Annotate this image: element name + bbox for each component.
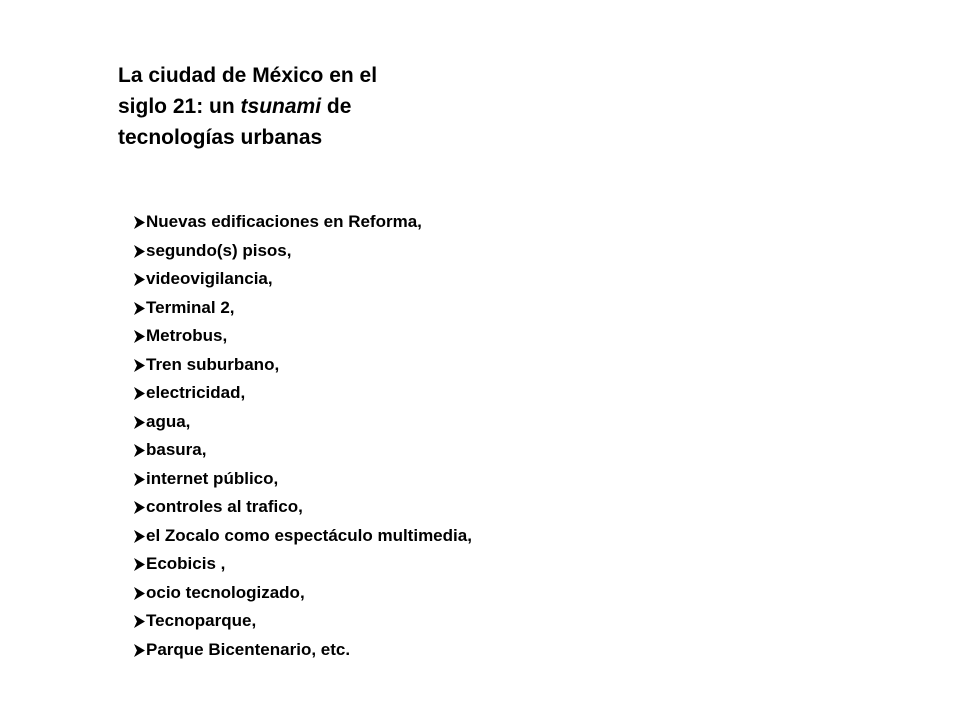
bullet-item	[134, 607, 472, 636]
arrowhead-bullet-icon	[134, 216, 145, 229]
bullet-text: controles al trafico,	[146, 497, 303, 516]
bullet-text: ocio tecnologizado,	[146, 582, 305, 602]
arrowhead-bullet-icon	[134, 473, 145, 486]
bullet-item	[134, 436, 472, 465]
title-line-3: tecnologías urbanas	[118, 126, 323, 149]
bullet-item	[134, 636, 472, 665]
arrowhead-bullet-icon	[134, 644, 145, 657]
title-line-1: La ciudad de México en el	[118, 64, 378, 87]
bullet-text: videovigilancia,	[146, 269, 273, 288]
bullet-text: agua,	[146, 411, 191, 431]
arrowhead-bullet-icon	[134, 558, 145, 571]
bullet-text: internet público,	[146, 468, 279, 488]
bullet-item	[134, 579, 472, 608]
arrowhead-bullet-icon	[134, 444, 145, 457]
bullet-item	[134, 208, 472, 237]
bullet-text: Nuevas edificaciones en Reforma,	[146, 212, 422, 231]
title-line-2-start: siglo 21: un	[118, 95, 241, 118]
bullet-item	[134, 237, 472, 266]
bullet-item	[134, 522, 472, 551]
bullet-item	[134, 265, 472, 294]
bullet-text: Parque Bicentenario, etc.	[146, 639, 351, 659]
bullet-text: electricidad,	[146, 383, 246, 402]
arrowhead-bullet-icon	[134, 501, 145, 514]
bullet-item	[134, 379, 472, 408]
bullet-text: segundo(s) pisos,	[146, 240, 292, 260]
arrowhead-bullet-icon	[134, 416, 145, 429]
title-line-2-end: de	[321, 95, 352, 118]
arrowhead-bullet-icon	[134, 615, 145, 628]
bullet-item	[134, 550, 472, 579]
bullet-list	[134, 208, 472, 664]
arrowhead-bullet-icon	[134, 530, 145, 543]
arrowhead-bullet-icon	[134, 330, 145, 343]
bullet-item	[134, 465, 472, 494]
arrowhead-bullet-icon	[134, 359, 145, 372]
bullet-item	[134, 351, 472, 380]
bullet-text: Terminal 2,	[146, 297, 235, 317]
bullet-text: Ecobicis ,	[146, 554, 226, 573]
bullet-text: el Zocalo como espectáculo multimedia,	[146, 525, 472, 545]
bullet-item	[134, 322, 472, 351]
arrowhead-bullet-icon	[134, 387, 145, 400]
arrowhead-bullet-icon	[134, 245, 145, 258]
arrowhead-bullet-icon	[134, 273, 145, 286]
bullet-text: Tecnoparque,	[146, 611, 257, 630]
arrowhead-bullet-icon	[134, 587, 145, 600]
arrowhead-bullet-icon	[134, 302, 145, 315]
slide-title	[118, 60, 538, 153]
bullet-item	[134, 294, 472, 323]
bullet-item	[134, 493, 472, 522]
bullet-text: Metrobus,	[146, 326, 228, 345]
bullet-text: Tren suburbano,	[146, 354, 280, 374]
title-emphasis: tsunami	[240, 95, 322, 118]
bullet-item	[134, 408, 472, 437]
bullet-text: basura,	[146, 440, 207, 459]
title-line-2	[118, 91, 538, 122]
